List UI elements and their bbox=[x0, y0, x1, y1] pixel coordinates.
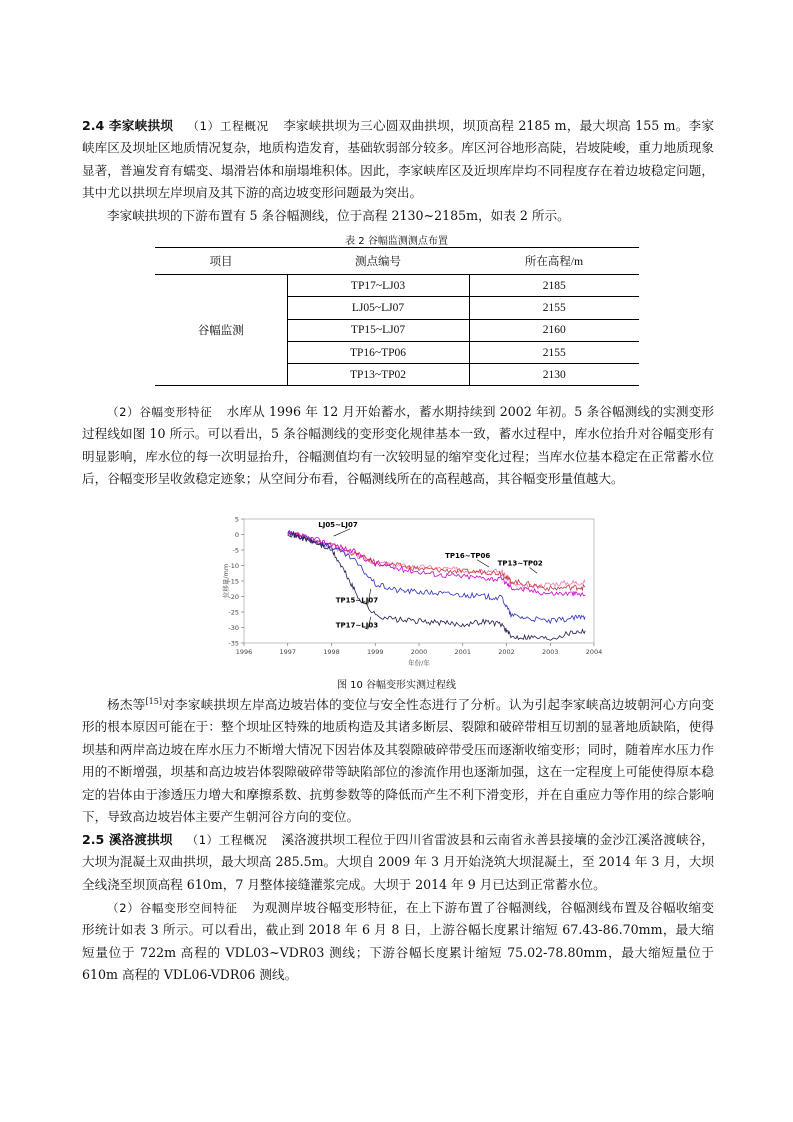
annotation-leader bbox=[530, 568, 538, 574]
y-axis-label: 位移量/mm bbox=[222, 563, 230, 599]
valley-deformation-text: 水库从 1996 年 12 月开始蓄水，蓄水期持续到 2002 年初。5 条谷幅测线的实测变形过程线如图 10 所示。可以看出，5 条谷幅测线的变形变化规律基本一致，蓄水过程中，库水位抬升对谷幅变形有明显影响，库水位的每一次明显抬升，谷幅测值均有一次较明显的缩窄变化过程；当库水位基本稳定在正常蓄水位后，谷幅变形呈收敛稳定迹象；从空间分布看，谷幅测线所在的高程越高，其谷幅变形量值越大。 bbox=[82, 404, 714, 487]
x-tick-label: 1999 bbox=[366, 648, 384, 656]
table-row bbox=[155, 275, 639, 297]
annotation-label: TP13~TP02 bbox=[497, 559, 543, 568]
section-2-4-text: 李家峡拱坝为三心圆双曲拱坝，坝顶高程 2185 m，最大坝高 155 m。李家峡库区及坝址区地质情况复杂，地质构造发育，基础软弱部分较多。库区河谷地形高陡，岩坡陡峻，重力地质现象显著，普遍发育有蠕变、塌滑岩体和崩塌堆积体。因此，李家峡库区及近坝库岸均不同程度存在着边坡稳定问题，其中尤以拱坝左岸坝肩及其下游的高边坡变形问题最为突出。 bbox=[82, 118, 714, 201]
table-cell-elevation: 2160 bbox=[469, 319, 639, 341]
x-tick-label: 1998 bbox=[323, 648, 340, 656]
valley-deformation-paragraph bbox=[82, 401, 714, 491]
table-header-row bbox=[155, 248, 639, 275]
x-tick-label: 2002 bbox=[498, 648, 515, 656]
table-cell-elevation: 2185 bbox=[469, 275, 639, 297]
keyword-project-overview-2: （1）工程概况 bbox=[186, 833, 268, 847]
section-2-5-paragraph bbox=[82, 829, 714, 896]
table-cell-elevation: 2130 bbox=[469, 364, 639, 386]
table-cell-point-id: TP16~TP06 bbox=[287, 341, 469, 363]
x-tick-label: 1997 bbox=[279, 648, 297, 656]
annotation-label: TP16~TP06 bbox=[445, 551, 491, 560]
y-tick-label: -15 bbox=[228, 577, 239, 586]
table-header-point-id: 测点编号 bbox=[287, 248, 469, 275]
table-2 bbox=[155, 247, 639, 386]
table-header-project: 项目 bbox=[155, 248, 287, 275]
figure-10-caption: 图 10 谷幅变形实测过程线 bbox=[336, 680, 457, 691]
citation-ref: [15] bbox=[145, 696, 162, 706]
y-tick-label: -30 bbox=[228, 624, 239, 632]
x-axis-label: 年份/年 bbox=[408, 659, 430, 667]
y-tick-label: 5 bbox=[234, 515, 239, 524]
section-2-4-table-intro: 李家峡拱坝的下游布置有 5 条谷幅测线，位于高程 2130~2185m，如表 2 所示。 bbox=[107, 208, 570, 223]
x-tick-label: 2003 bbox=[541, 648, 559, 656]
table-cell-point-id: TP15~LJ07 bbox=[287, 319, 469, 341]
annotation-label: TP15~LJ07 bbox=[335, 596, 379, 605]
x-tick-label: 1996 bbox=[235, 648, 253, 656]
figure-10-chart bbox=[222, 513, 602, 673]
annotation-label: TP17~LJ03 bbox=[335, 621, 379, 630]
yang-analysis-paragraph bbox=[82, 694, 714, 828]
x-tick-label: 2000 bbox=[410, 648, 428, 656]
y-tick-label: -25 bbox=[228, 608, 239, 617]
spatial-characteristics-text: 为观测岸坡谷幅变形特征，在上下游布置了谷幅测线，谷幅测线布置及谷幅收缩变形统计如表 3 所示。可以看出，截止到 2018 年 6 月 8 日，上游谷幅长度累计缩短 67.43-86.70mm，最大缩短量位于 722m 高程的 VDL03~VDR03 测线；下游谷幅长度累计缩短 75.02-78.80mm，最大缩短量位于 610m 高程的 VDL06-VDR06 测线。 bbox=[82, 900, 714, 983]
table-cell-elevation: 2155 bbox=[469, 297, 639, 319]
section-2-5-text: 溪洛渡拱坝工程位于四川省雷波县和云南省永善县接壤的金沙江溪洛渡峡谷，大坝为混凝土双曲拱坝，最大坝高 285.5m。大坝自 2009 年 3 月开始浇筑大坝混凝土，至 2014 年 3 月，大坝全线浇至坝顶高程 610m，7 月整体接缝灌浆完成。大坝于 2014 年 9 月已达到正常蓄水位。 bbox=[82, 832, 714, 892]
table-cell-point-id: TP17~LJ03 bbox=[287, 275, 469, 297]
y-tick-label: -10 bbox=[228, 562, 239, 570]
keyword-project-overview: （1）工程概况 bbox=[187, 119, 269, 133]
x-tick-label: 2001 bbox=[454, 648, 472, 656]
citation-author: 杨杰等 bbox=[107, 697, 146, 712]
keyword-valley-deformation: （2）谷幅变形特征 bbox=[107, 405, 213, 419]
section-heading-2-5: 2.5 溪洛渡拱坝 bbox=[82, 832, 173, 847]
yang-analysis-text: 对李家峡拱坝左岸高边坡岩体的变位与安全性态进行了分析。认为引起李家峡高边坡朝河心方向变形的根本原因可能在于：整个坝址区特殊的地质构造及其诸多断层、裂隙和破碎带相互切割的显著地质缺陷，使得坝基和两岸高边坡在库水压力不断增大情况下因岩体及其裂隙破碎带受压而逐渐收缩变形；同时，随着库水压力作用的不断增强，坝基和高边坡岩体裂隙破碎带等缺陷部位的渗流作用也逐渐加强，这在一定程度上可能使得原本稳定的岩体由于渗透压力增大和摩擦系数、抗剪参数等的降低而产生不利下滑变形，并在自重应力等作用的综合影响下，导致高边坡岩体主要产生朝河谷方向的变位。 bbox=[82, 697, 715, 825]
x-tick-label: 2004 bbox=[585, 648, 602, 656]
annotation-label: LJ05~LJ07 bbox=[318, 520, 358, 529]
y-tick-label: -35 bbox=[228, 639, 239, 648]
y-tick-label: 0 bbox=[234, 531, 239, 539]
table-cell-point-id: LJ05~LJ07 bbox=[287, 297, 469, 319]
plot-frame bbox=[244, 519, 594, 643]
y-tick-label: -20 bbox=[228, 593, 239, 601]
spatial-characteristics-paragraph bbox=[82, 897, 714, 987]
table-cell-elevation: 2155 bbox=[469, 341, 639, 363]
annotation-leader bbox=[477, 560, 489, 567]
table-header-elevation: 所在高程/m bbox=[469, 248, 639, 275]
table-2-caption: 表 2 谷幅监测测点布置 bbox=[345, 236, 448, 247]
section-2-4-paragraph bbox=[82, 115, 714, 205]
keyword-spatial-characteristics: （2）谷幅变形空间特征 bbox=[107, 901, 238, 915]
table-group-label: 谷幅监测 bbox=[155, 275, 287, 386]
annotation-leader bbox=[334, 529, 351, 536]
y-tick-label: -5 bbox=[232, 546, 239, 555]
table-cell-point-id: TP13~TP02 bbox=[287, 364, 469, 386]
section-heading-2-4: 2.4 李家峡拱坝 bbox=[82, 118, 174, 133]
